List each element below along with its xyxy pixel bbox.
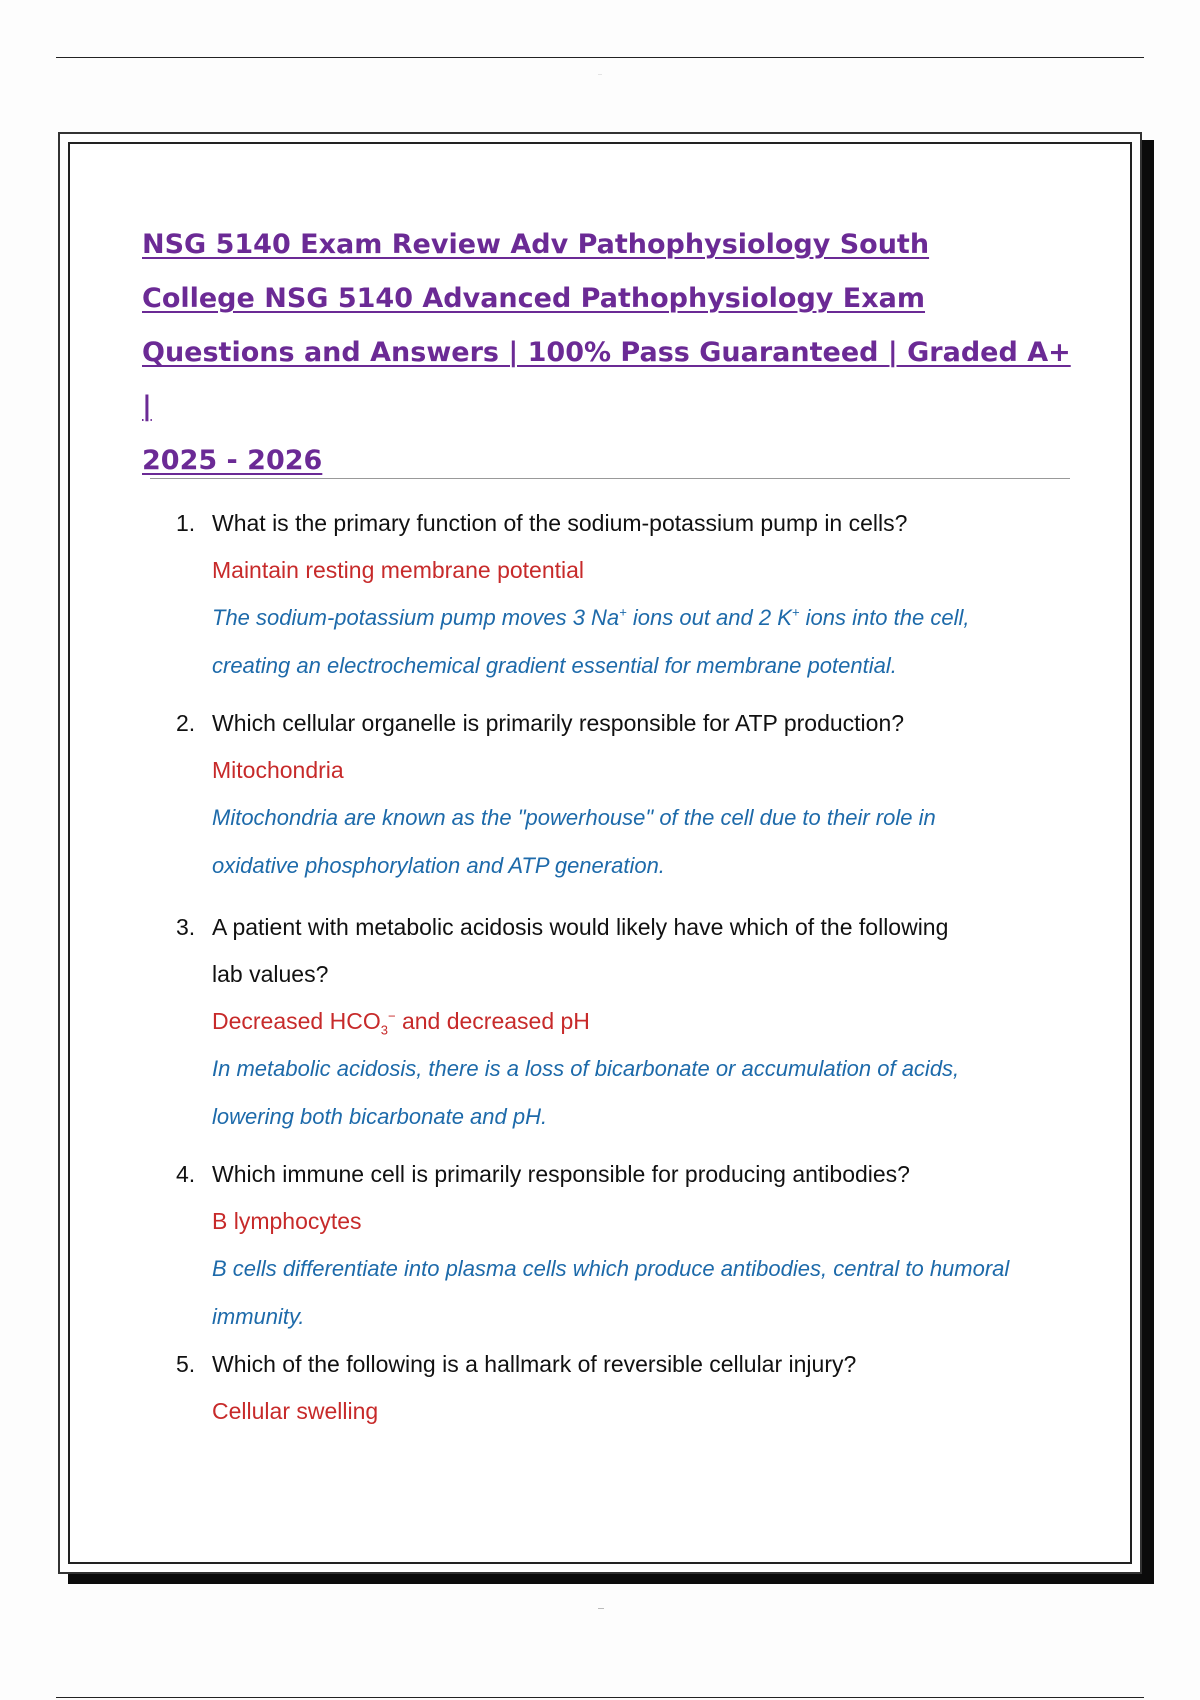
- explanation-line: creating an electrochemical gradient essential for membrane potential.: [212, 653, 897, 678]
- title-divider: [150, 478, 1070, 479]
- superscript: −: [387, 1008, 396, 1024]
- superscript: +: [619, 604, 627, 620]
- answer-text: Mitochondria: [212, 757, 344, 783]
- question-line: lab values?: [212, 961, 329, 987]
- question-text: What is the primary function of the sodium-potassium pump in cells?: [212, 510, 908, 536]
- question-item: [170, 1341, 1070, 1435]
- page-mark: —: [598, 71, 602, 76]
- footer-rule: [56, 1697, 1144, 1698]
- explanation-line: In metabolic acidosis, there is a loss of bicarbonate or accumulation of acids,: [212, 1056, 960, 1081]
- answer-text: B lymphocytes: [212, 1208, 362, 1234]
- explanation-part: ions out and 2 K: [626, 605, 792, 630]
- explanation-line: oxidative phosphorylation and ATP generation.: [212, 853, 665, 878]
- superscript: +: [791, 604, 800, 620]
- explanation-part: The sodium-potassium pump moves 3 Na: [212, 605, 620, 630]
- explanation-line: immunity.: [212, 1304, 305, 1329]
- question-item: [170, 904, 1070, 1141]
- explanation-text: [212, 1045, 1070, 1141]
- question-number: 2.: [176, 710, 196, 736]
- explanation-text: [212, 794, 1070, 890]
- question-list: [170, 500, 1070, 1435]
- question-line: A patient with metabolic acidosis would likely have which of the following: [212, 914, 949, 940]
- explanation-line: lowering both bicarbonate and pH.: [212, 1104, 548, 1129]
- question-item: [170, 1151, 1070, 1341]
- explanation-line: Mitochondria are known as the "powerhouse" of the cell due to their role in: [212, 805, 936, 830]
- answer-text: Cellular swelling: [212, 1398, 379, 1424]
- question-text: [212, 904, 1070, 998]
- footer-mark: [598, 1608, 604, 1609]
- answer-part: and decreased pH: [395, 1008, 590, 1034]
- title-line: Questions and Answers | 100% Pass Guaranteed | Graded A+ |: [142, 337, 1071, 422]
- question-number: 5.: [176, 1351, 196, 1377]
- question-item: [170, 500, 1070, 690]
- explanation-text: [212, 1245, 1070, 1341]
- question-text: Which cellular organelle is primarily responsible for ATP production?: [212, 710, 905, 736]
- question-text: Which of the following is a hallmark of reversible cellular injury?: [212, 1351, 857, 1377]
- explanation-line: B cells differentiate into plasma cells which produce antibodies, central to humoral: [212, 1256, 1010, 1281]
- subscript: 3: [380, 1022, 388, 1038]
- question-text: Which immune cell is primarily responsible for producing antibodies?: [212, 1161, 910, 1187]
- title-line: NSG 5140 Exam Review Adv Pathophysiology South: [142, 229, 930, 260]
- explanation-part: ions into the cell,: [799, 605, 970, 630]
- title-line: College NSG 5140 Advanced Pathophysiology Exam: [142, 283, 926, 314]
- question-number: 4.: [176, 1161, 196, 1187]
- title-line: 2025 - 2026: [142, 445, 323, 476]
- answer-part: Decreased HCO: [212, 1008, 381, 1034]
- answer-text: [212, 998, 1070, 1045]
- question-number: 3.: [176, 914, 196, 940]
- question-item: [170, 700, 1070, 890]
- header-rule: [56, 57, 1144, 58]
- question-number: 1.: [176, 510, 196, 536]
- document-title: [142, 218, 1082, 488]
- answer-text: Maintain resting membrane potential: [212, 557, 585, 583]
- explanation-text: [212, 594, 1070, 690]
